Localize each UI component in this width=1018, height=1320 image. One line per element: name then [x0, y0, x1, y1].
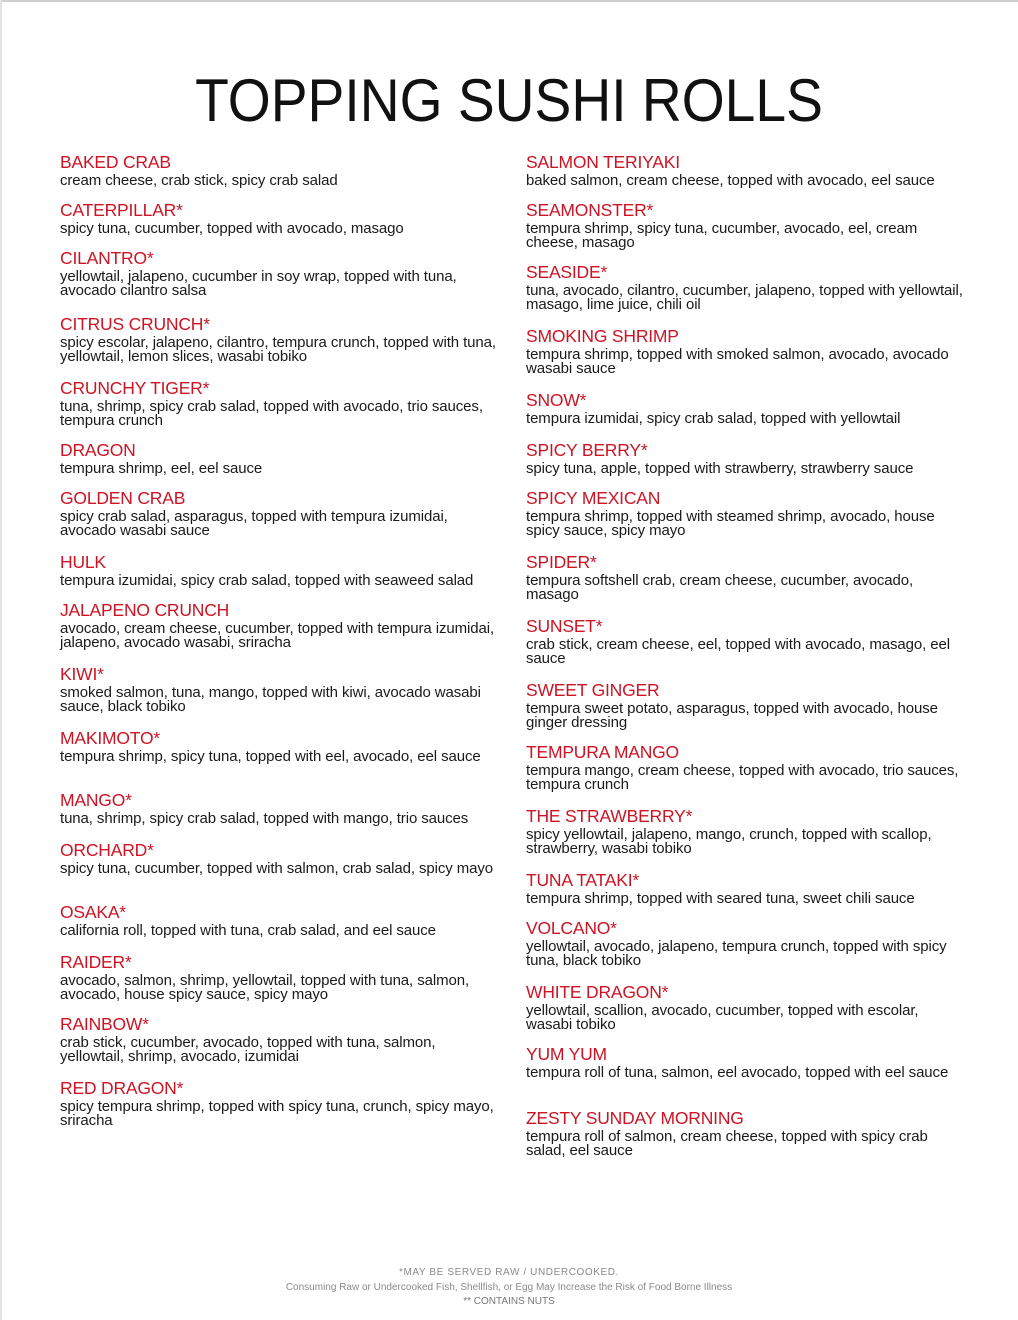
menu-item-description: tempura shrimp, topped with seared tuna, sweet chili sauce: [526, 890, 915, 907]
menu-item-description: california roll, topped with tuna, crab salad, and eel sauce: [60, 922, 436, 939]
menu-item: [60, 314, 500, 364]
menu-item-description: tempura roll of tuna, salmon, eel avocado, topped with eel sauce: [526, 1064, 949, 1081]
menu-item-description: spicy tuna, apple, topped with strawberry, strawberry sauce: [526, 460, 914, 477]
menu-item: [526, 806, 966, 856]
menu-item-description: tempura softshell crab, cream cheese, cucumber, avocado, masago: [526, 572, 914, 603]
nuts-note: ** CONTAINS NUTS: [463, 1296, 555, 1307]
menu-item-description: yellowtail, scallion, avocado, cucumber, topped with escolar, wasabi tobiko: [526, 1002, 919, 1033]
menu-item-description: tempura shrimp, spicy tuna, topped with eel, avocado, eel sauce: [60, 748, 481, 765]
menu-item: [526, 440, 966, 476]
menu-item-name: OSAKA*: [60, 902, 126, 922]
menu-item: [526, 918, 966, 968]
menu-item: [60, 440, 500, 476]
menu-item: [60, 1014, 500, 1064]
menu-item-name: WHITE DRAGON*: [526, 982, 669, 1002]
menu-item-description: tempura shrimp, spicy tuna, cucumber, avocado, eel, cream cheese, masago: [526, 220, 918, 251]
menu-item-name: RED DRAGON*: [60, 1078, 184, 1098]
menu-item-name: SWEET GINGER: [526, 680, 660, 700]
menu-item-description: tempura izumidai, spicy crab salad, topped with yellowtail: [526, 410, 901, 427]
menu-item: [526, 262, 966, 312]
menu-item: [526, 326, 966, 376]
menu-item-name: SUNSET*: [526, 616, 603, 636]
page-left-border: [0, 0, 2, 1320]
menu-item-description: tempura shrimp, topped with smoked salmon, avocado, avocado wasabi sauce: [526, 346, 949, 377]
page-top-border: [0, 0, 1018, 2]
menu-item-name: ORCHARD*: [60, 840, 154, 860]
menu-item-name: SNOW*: [526, 390, 587, 410]
menu-item-name: ZESTY SUNDAY MORNING: [526, 1108, 744, 1128]
menu-item-description: tempura sweet potato, asparagus, topped with avocado, house ginger dressing: [526, 700, 938, 731]
menu-item: [526, 616, 966, 666]
menu-item-description: avocado, cream cheese, cucumber, topped with tempura izumidai, jalapeno, avocado wasabi, sriracha: [60, 620, 495, 651]
menu-item-description: tuna, shrimp, spicy crab salad, topped with avocado, trio sauces, tempura crunch: [60, 398, 483, 429]
menu-item: [60, 600, 500, 650]
menu-item-name: RAIDER*: [60, 952, 132, 972]
menu-item-description: spicy yellowtail, jalapeno, mango, crunch, topped with scallop, strawberry, wasabi tobiko: [526, 826, 932, 857]
menu-item-name: HULK: [60, 552, 106, 572]
menu-item-name: SPICY MEXICAN: [526, 488, 661, 508]
menu-item-description: tuna, avocado, cilantro, cucumber, jalapeno, topped with yellowtail, masago, lime juice, chili oil: [526, 282, 963, 313]
menu-item-description: baked salmon, cream cheese, topped with avocado, eel sauce: [526, 172, 935, 189]
menu-item-name: CILANTRO*: [60, 248, 154, 268]
menu-item-name: SMOKING SHRIMP: [526, 326, 679, 346]
menu-item-description: tempura shrimp, eel, eel sauce: [60, 460, 263, 477]
menu-item: [60, 840, 500, 876]
menu-item-name: KIWI*: [60, 664, 104, 684]
menu-item: [60, 248, 500, 298]
menu-item: [60, 378, 500, 428]
menu-item-name: MANGO*: [60, 790, 132, 810]
menu-item: [60, 152, 500, 188]
menu-item: [526, 680, 966, 730]
menu-item-description: crab stick, cream cheese, eel, topped with avocado, masago, eel sauce: [526, 636, 950, 667]
menu-item-name: YUM YUM: [526, 1044, 607, 1064]
menu-item: [526, 870, 966, 906]
menu-item-description: crab stick, cucumber, avocado, topped with tuna, salmon, yellowtail, shrimp, avocado, izumidai: [60, 1034, 436, 1065]
menu-item-description: spicy tuna, cucumber, topped with avocado, masago: [60, 220, 404, 237]
menu-item-description: tempura shrimp, topped with steamed shrimp, avocado, house spicy sauce, spicy mayo: [526, 508, 935, 539]
menu-item-name: RAINBOW*: [60, 1014, 149, 1034]
consumption-disclaimer: Consuming Raw or Undercooked Fish, Shellfish, or Egg May Increase the Risk of Food Borne Illness: [285, 1282, 733, 1293]
menu-item: [526, 742, 966, 792]
menu-item-name: CATERPILLAR*: [60, 200, 183, 220]
raw-warning-note: *MAY BE SERVED RAW / UNDERCOOKED.: [398, 1267, 620, 1278]
menu-item-name: DRAGON: [60, 440, 136, 460]
menu-item-name: CITRUS CRUNCH*: [60, 314, 210, 334]
menu-item: [526, 488, 966, 538]
menu-item: [60, 902, 500, 938]
menu-item-name: SALMON TERIYAKI: [526, 152, 680, 172]
menu-item: [526, 1108, 966, 1158]
menu-item: [526, 152, 966, 188]
menu-item: [526, 1044, 966, 1080]
menu-item-name: VOLCANO*: [526, 918, 617, 938]
menu-title: TOPPING SUSHI ROLLS: [195, 67, 823, 134]
menu-item-description: tempura roll of salmon, cream cheese, topped with spicy crab salad, eel sauce: [526, 1128, 928, 1159]
menu-item: [60, 664, 500, 714]
menu-item-name: SEASIDE*: [526, 262, 608, 282]
menu-item: [60, 790, 500, 826]
menu-item-name: TEMPURA MANGO: [526, 742, 679, 762]
menu-item: [60, 552, 500, 588]
menu-item: [60, 488, 500, 538]
menu-item-description: tempura mango, cream cheese, topped with avocado, trio sauces, tempura crunch: [526, 762, 959, 793]
menu-item-description: cream cheese, crab stick, spicy crab salad: [60, 172, 338, 189]
menu-item-name: MAKIMOTO*: [60, 728, 160, 748]
menu-item: [60, 200, 500, 236]
menu-item-name: SEAMONSTER*: [526, 200, 654, 220]
menu-item-description: tempura izumidai, spicy crab salad, topped with seaweed salad: [60, 572, 474, 589]
menu-item-name: TUNA TATAKI*: [526, 870, 639, 890]
menu-item-description: smoked salmon, tuna, mango, topped with kiwi, avocado wasabi sauce, black tobiko: [60, 684, 481, 715]
menu-item-description: spicy escolar, jalapeno, cilantro, tempura crunch, topped with tuna, yellowtail, lemon slices, wasabi tobiko: [60, 334, 496, 365]
menu-item: [526, 552, 966, 602]
menu-item-name: JALAPENO CRUNCH: [60, 600, 230, 620]
menu-item-name: THE STRAWBERRY*: [526, 806, 693, 826]
menu-item-name: SPICY BERRY*: [526, 440, 648, 460]
menu-item-description: spicy tempura shrimp, topped with spicy tuna, crunch, spicy mayo, sriracha: [60, 1098, 494, 1129]
menu-item: [60, 952, 500, 1002]
menu-item: [526, 982, 966, 1032]
menu-item-description: yellowtail, avocado, jalapeno, tempura crunch, topped with spicy tuna, black tobiko: [526, 938, 947, 969]
menu-item-name: GOLDEN CRAB: [60, 488, 186, 508]
menu-item-name: CRUNCHY TIGER*: [60, 378, 210, 398]
menu-item-name: BAKED CRAB: [60, 152, 171, 172]
menu-item-description: avocado, salmon, shrimp, yellowtail, topped with tuna, salmon, avocado, house spicy sauce, spicy mayo: [60, 972, 470, 1003]
menu-item: [526, 200, 966, 250]
menu-item: [60, 728, 500, 764]
menu-item-description: spicy tuna, cucumber, topped with salmon, crab salad, spicy mayo: [60, 860, 493, 877]
menu-item-description: spicy crab salad, asparagus, topped with tempura izumidai, avocado wasabi sauce: [60, 508, 448, 539]
menu-item-description: tuna, shrimp, spicy crab salad, topped with mango, trio sauces: [60, 810, 469, 827]
menu-item-description: yellowtail, jalapeno, cucumber in soy wrap, topped with tuna, avocado cilantro salsa: [60, 268, 457, 299]
menu-item: [526, 390, 966, 426]
menu-item: [60, 1078, 500, 1128]
menu-item-name: SPIDER*: [526, 552, 597, 572]
